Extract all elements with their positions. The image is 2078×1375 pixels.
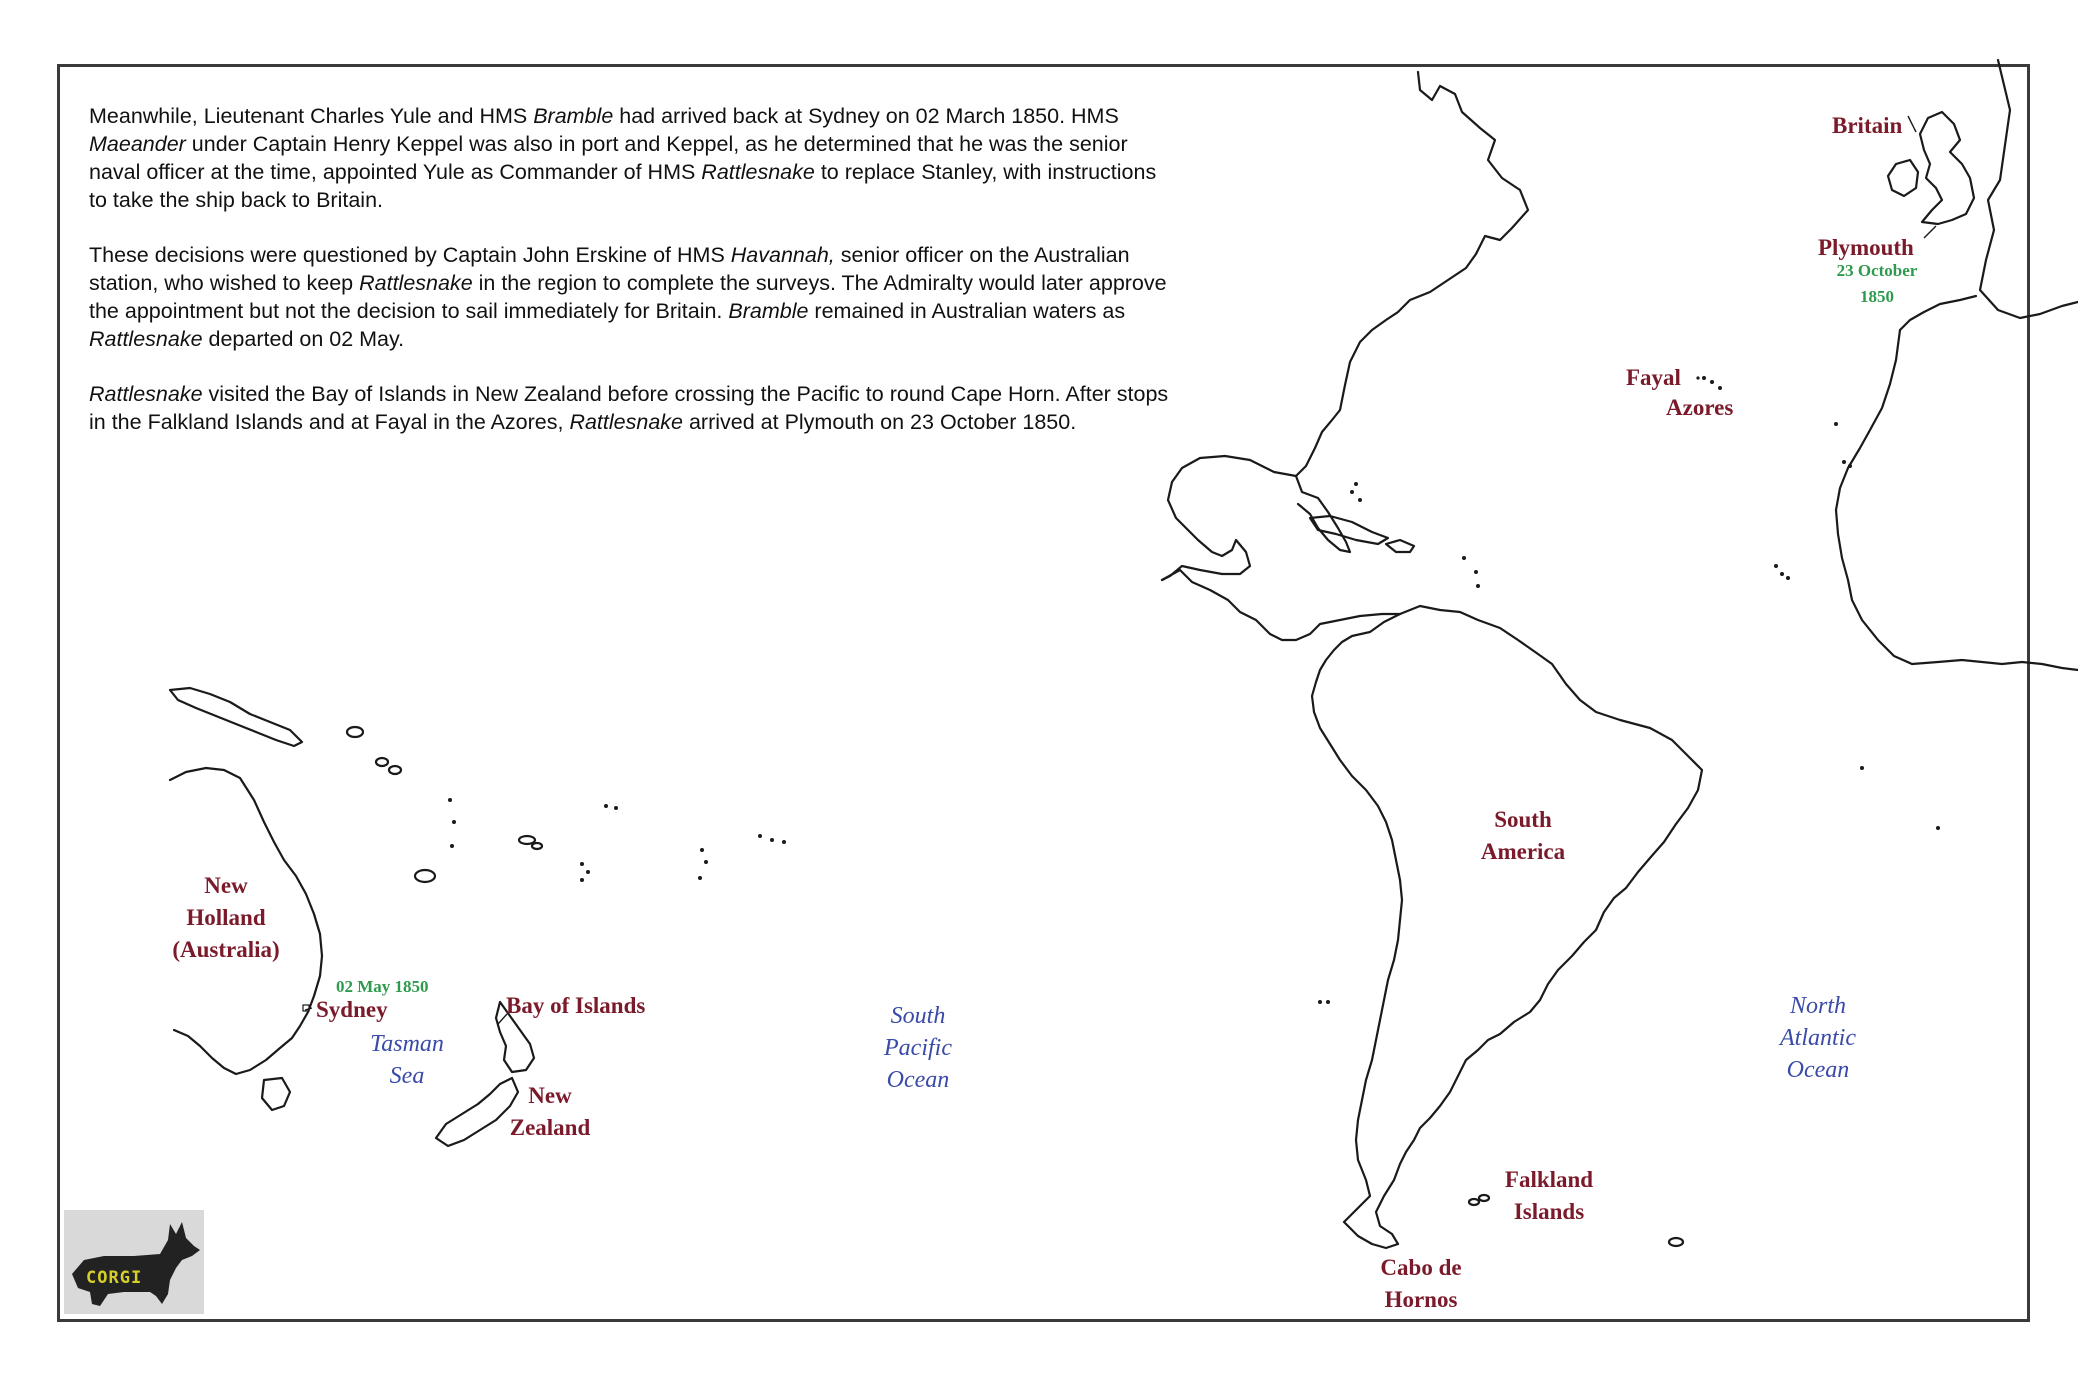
north-america-coast — [1162, 72, 1528, 580]
cuba-outline — [1310, 516, 1388, 544]
ireland-outline — [1888, 160, 1918, 196]
label-tasman-sea: Tasman Sea — [370, 1031, 444, 1089]
label-plymouth: Plymouth — [1818, 235, 1914, 260]
logo-text: CORGI — [86, 1268, 143, 1288]
europe-africa-coast — [1980, 60, 2078, 318]
hispaniola-outline — [1386, 540, 1414, 552]
south-america-coast — [1312, 606, 1702, 1248]
label-bay-of-islands: Bay of Islands — [506, 993, 646, 1018]
florida-coast — [1296, 476, 1350, 552]
label-falkland-islands: Falkland Islands — [1504, 1167, 1594, 1224]
narrative-paragraph-2: These decisions were questioned by Captain John Erskine of HMS Havannah, senior officer on the Australian station, who wished to keep Rattlesnake in the region to complete the surveys. The Admiralty would later approve the appointment but not the decision to sail immediately for Britain. Bramble remained in Australian waters as Rattlesnake departed on 02 May. — [89, 243, 1167, 351]
britain-outline — [1920, 112, 1974, 224]
label-north-atlantic-ocean: North Atlantic Ocean — [1780, 993, 1856, 1083]
new-guinea-outline — [170, 688, 302, 746]
africa-coast — [1836, 330, 2078, 670]
label-new-zealand: New Zealand — [509, 1083, 591, 1140]
label-azores: Azores — [1666, 395, 1734, 420]
label-south-pacific-ocean: South Pacific Ocean — [884, 1003, 952, 1093]
corgi-logo — [64, 1210, 204, 1314]
narrative-paragraph-3: Rattlesnake visited the Bay of Islands in New Zealand before crossing the Pacific to round Cape Horn. After stops in the Falkland Islands and at Fayal in the Azores, Rattlesnake arrived at Plymouth on 23 October 1850. — [89, 382, 1169, 434]
narrative-paragraph-1: Meanwhile, Lieutenant Charles Yule and HMS Bramble had arrived back at Sydney on 02 March 1850. HMS Maeander under Captain Henry Keppel was also in port and Keppel, as he determined that he was the senior naval officer at the time, appointed Yule as Commander of HMS Rattlesnake to replace Stanley, with instructions to take the ship back to Britain. — [89, 104, 1157, 212]
label-south-america: South America — [1480, 807, 1566, 864]
corgi-icon — [64, 1210, 204, 1314]
label-new-holland: New Holland (Australia) — [172, 873, 280, 962]
label-departure-date: 02 May 1850 — [336, 977, 429, 996]
central-america-coast — [1162, 570, 1400, 640]
label-sydney: Sydney — [316, 997, 388, 1022]
label-arrival-date: 23 October 1850 — [1836, 261, 1918, 306]
label-britain: Britain — [1832, 113, 1903, 138]
narrative-text — [89, 102, 1169, 463]
tasmania-outline — [262, 1078, 290, 1110]
label-fayal: Fayal — [1626, 365, 1681, 390]
label-cabo-de-hornos: Cabo de Hornos — [1380, 1255, 1462, 1312]
